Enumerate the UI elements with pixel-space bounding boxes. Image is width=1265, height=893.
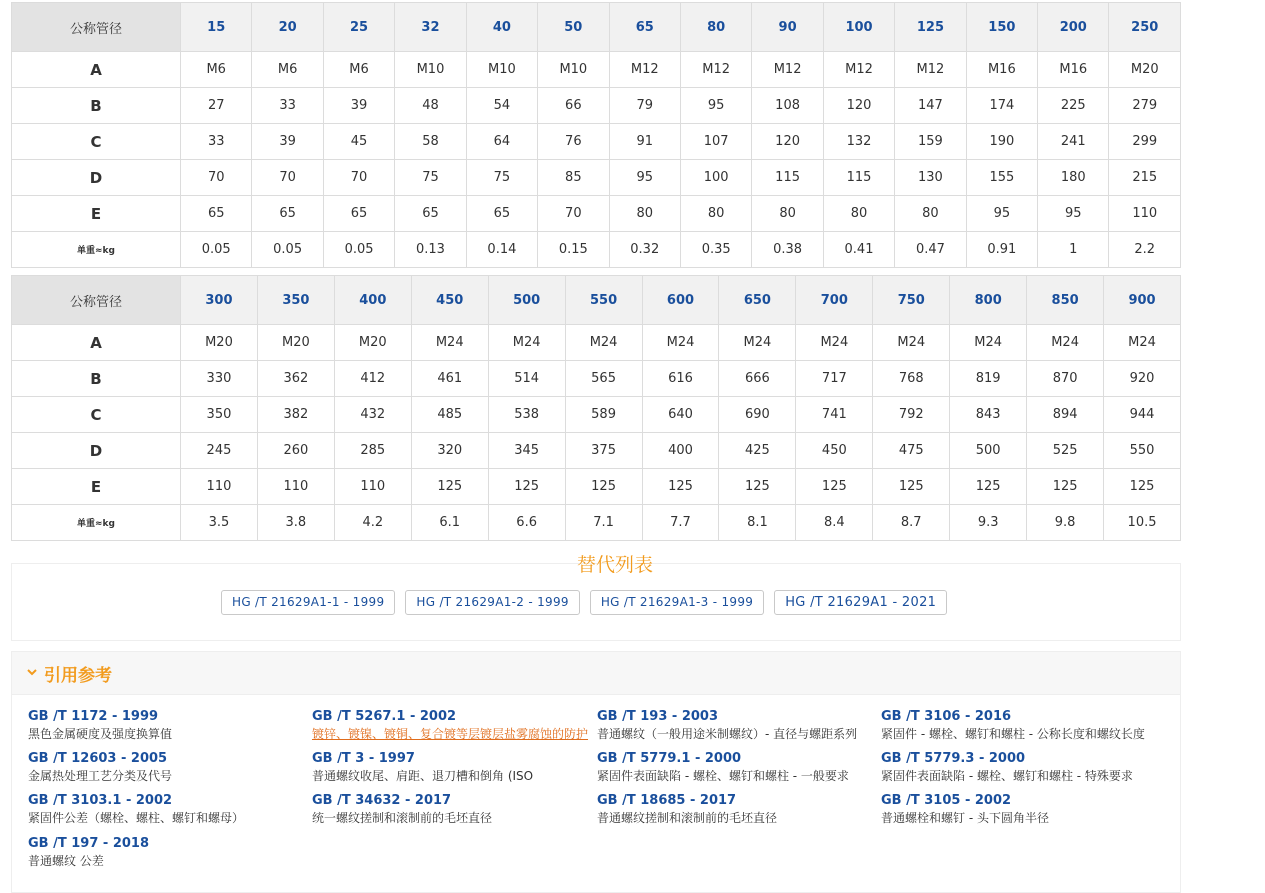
table-cell: 768 (873, 361, 950, 397)
size-header: 700 (796, 276, 873, 325)
table-cell: M12 (823, 52, 894, 88)
table-cell: 8.4 (796, 505, 873, 541)
size-header: 90 (752, 3, 823, 52)
table-cell: 538 (488, 397, 565, 433)
table-cell: 80 (680, 196, 751, 232)
table-cell: 125 (565, 469, 642, 505)
row-label: A (12, 52, 181, 88)
table-cell: 475 (873, 433, 950, 469)
size-header: 65 (609, 3, 680, 52)
reference-code[interactable]: GB /T 18685 - 2017 (597, 793, 737, 808)
table-cell: 39 (323, 88, 394, 124)
table-cell: 425 (719, 433, 796, 469)
table-cell: 70 (538, 196, 609, 232)
chevron-down-icon[interactable] (26, 663, 38, 681)
table-cell: 3.5 (181, 505, 258, 541)
table-cell: 382 (257, 397, 334, 433)
nominal-size-label: 公称管径 (12, 276, 181, 325)
table-cell: 107 (680, 124, 751, 160)
size-header: 450 (411, 276, 488, 325)
table-cell: 6.6 (488, 505, 565, 541)
table-cell: 0.32 (609, 232, 680, 268)
table-cell: 3.8 (257, 505, 334, 541)
size-header: 100 (823, 3, 894, 52)
table-cell: 0.13 (395, 232, 466, 268)
table-row (12, 469, 1181, 505)
table-cell: 550 (1104, 433, 1181, 469)
table-cell: 80 (895, 196, 966, 232)
table-cell: 95 (609, 160, 680, 196)
table-cell: 66 (538, 88, 609, 124)
row-label: B (12, 361, 181, 397)
table-cell: 54 (466, 88, 537, 124)
size-header: 650 (719, 276, 796, 325)
table-cell: 70 (323, 160, 394, 196)
table-cell: 132 (823, 124, 894, 160)
table-cell: 412 (334, 361, 411, 397)
table-cell: M10 (466, 52, 537, 88)
row-label: 单重≈kg (12, 505, 181, 541)
size-header: 15 (181, 3, 252, 52)
table-cell: 95 (966, 196, 1037, 232)
table-cell: 8.7 (873, 505, 950, 541)
reference-code[interactable]: GB /T 3 - 1997 (312, 751, 415, 766)
reference-code[interactable]: GB /T 193 - 2003 (597, 709, 719, 724)
table-cell: M6 (181, 52, 252, 88)
table-cell: 10.5 (1104, 505, 1181, 541)
table-cell: 125 (1104, 469, 1181, 505)
table-cell: 174 (966, 88, 1037, 124)
table-cell: M16 (966, 52, 1037, 88)
table-cell: 110 (181, 469, 258, 505)
table-cell: 690 (719, 397, 796, 433)
table-cell: 7.7 (642, 505, 719, 541)
table-cell: 741 (796, 397, 873, 433)
table-cell: 245 (181, 433, 258, 469)
size-header: 400 (334, 276, 411, 325)
reference-desc: 普通螺纹 公差 (28, 854, 104, 868)
reference-code[interactable]: GB /T 5779.3 - 2000 (881, 751, 1026, 766)
reference-item[interactable] (312, 750, 597, 785)
table-cell: 125 (950, 469, 1027, 505)
table-cell: 400 (642, 433, 719, 469)
table-cell: 666 (719, 361, 796, 397)
table-cell: 110 (257, 469, 334, 505)
table-cell: 125 (719, 469, 796, 505)
reference-desc: 普通螺纹（一般用途米制螺纹）- 直径与螺距系列 (597, 727, 858, 741)
table-cell: 64 (466, 124, 537, 160)
table-cell: 48 (395, 88, 466, 124)
table-cell: 0.41 (823, 232, 894, 268)
reference-item[interactable] (312, 708, 597, 743)
reference-item[interactable] (881, 750, 1166, 785)
table-cell: 843 (950, 397, 1027, 433)
table-cell: 130 (895, 160, 966, 196)
table-cell: 500 (950, 433, 1027, 469)
reference-desc: 普通螺纹搓制和滚制前的毛坯直径 (597, 811, 778, 825)
table-cell: M24 (719, 325, 796, 361)
table-cell: 108 (752, 88, 823, 124)
table-cell: 65 (395, 196, 466, 232)
reference-desc: 紧固件 - 螺栓、螺钉和螺柱 - 公称长度和螺纹长度 (881, 727, 1145, 741)
reference-code[interactable]: GB /T 3103.1 - 2002 (28, 793, 173, 808)
row-label: B (12, 88, 181, 124)
table-cell: 894 (1027, 397, 1104, 433)
reference-desc: 普通螺栓和螺钉 - 头下圆角半径 (881, 811, 1049, 825)
table-cell: 125 (796, 469, 873, 505)
table-row (12, 325, 1181, 361)
table-cell: 0.91 (966, 232, 1037, 268)
reference-code[interactable]: GB /T 5267.1 - 2002 (312, 709, 457, 724)
table-cell: 8.1 (719, 505, 796, 541)
alternative-standard-link[interactable]: HG /T 21629A1-3 - 1999 (590, 590, 764, 615)
table-cell: 9.8 (1027, 505, 1104, 541)
table-cell: 241 (1038, 124, 1109, 160)
alternative-standard-link[interactable]: HG /T 21629A1 - 2021 (774, 590, 947, 615)
size-header: 32 (395, 3, 466, 52)
table-cell: 0.05 (252, 232, 323, 268)
table-cell: 65 (466, 196, 537, 232)
table-cell: 75 (466, 160, 537, 196)
table-cell: 525 (1027, 433, 1104, 469)
table-cell: M16 (1038, 52, 1109, 88)
table-cell: M24 (1027, 325, 1104, 361)
table-row (12, 232, 1181, 268)
table-cell: 155 (966, 160, 1037, 196)
table-cell: 0.15 (538, 232, 609, 268)
row-label: C (12, 124, 181, 160)
table-cell: 350 (181, 397, 258, 433)
table-cell: M6 (323, 52, 394, 88)
reference-code[interactable]: GB /T 197 - 2018 (28, 836, 150, 851)
table-cell: 110 (1109, 196, 1181, 232)
table-cell: 115 (752, 160, 823, 196)
table-cell: 125 (488, 469, 565, 505)
table-cell: 125 (411, 469, 488, 505)
table-cell: 330 (181, 361, 258, 397)
table-cell: 0.05 (323, 232, 394, 268)
table-cell: 215 (1109, 160, 1181, 196)
reference-item[interactable] (28, 708, 313, 743)
references-panel (11, 651, 1181, 893)
table-cell: M12 (895, 52, 966, 88)
table-row (12, 160, 1181, 196)
reference-item[interactable] (597, 750, 882, 785)
size-header: 350 (257, 276, 334, 325)
table-cell: 39 (252, 124, 323, 160)
table-cell: 120 (752, 124, 823, 160)
table-cell: 95 (1038, 196, 1109, 232)
table-cell: M6 (252, 52, 323, 88)
table-cell: 65 (323, 196, 394, 232)
table-cell: M24 (565, 325, 642, 361)
table-cell: 190 (966, 124, 1037, 160)
table-cell: 65 (252, 196, 323, 232)
table-cell: 95 (680, 88, 751, 124)
table-cell: M20 (181, 325, 258, 361)
size-header: 20 (252, 3, 323, 52)
table-cell: 225 (1038, 88, 1109, 124)
table-cell: 299 (1109, 124, 1181, 160)
table-cell: 485 (411, 397, 488, 433)
reference-code[interactable]: GB /T 34632 - 2017 (312, 793, 452, 808)
size-header-row (12, 3, 1181, 52)
table-cell: M20 (334, 325, 411, 361)
references-title: 引用参考 (44, 665, 112, 686)
table-cell: 91 (609, 124, 680, 160)
table-cell: 110 (334, 469, 411, 505)
table-cell: 279 (1109, 88, 1181, 124)
table-cell: 432 (334, 397, 411, 433)
table-cell: 640 (642, 397, 719, 433)
table-cell: 58 (395, 124, 466, 160)
table-cell: M10 (538, 52, 609, 88)
table-cell: 85 (538, 160, 609, 196)
table-cell: 80 (752, 196, 823, 232)
table-row (12, 88, 1181, 124)
table-cell: M24 (642, 325, 719, 361)
table-cell: 115 (823, 160, 894, 196)
table-cell: 120 (823, 88, 894, 124)
row-label: A (12, 325, 181, 361)
table-cell: 125 (1027, 469, 1104, 505)
alternative-standard-link[interactable]: HG /T 21629A1-1 - 1999 (221, 590, 395, 615)
table-cell: M24 (873, 325, 950, 361)
reference-desc: 黑色金属硬度及强度换算值 (28, 727, 173, 741)
table-cell: 285 (334, 433, 411, 469)
table-row (12, 433, 1181, 469)
size-header: 150 (966, 3, 1037, 52)
table-cell: 461 (411, 361, 488, 397)
table-cell: 70 (181, 160, 252, 196)
reference-item[interactable] (28, 750, 313, 785)
table-cell: 944 (1104, 397, 1181, 433)
table-cell: 589 (565, 397, 642, 433)
table-cell: M24 (411, 325, 488, 361)
reference-item[interactable] (597, 708, 882, 743)
table-cell: M12 (609, 52, 680, 88)
table-cell: 0.35 (680, 232, 751, 268)
table-cell: 6.1 (411, 505, 488, 541)
size-header: 40 (466, 3, 537, 52)
table-cell: 345 (488, 433, 565, 469)
table-cell: 125 (642, 469, 719, 505)
table-row (12, 397, 1181, 433)
reference-item[interactable] (881, 708, 1166, 743)
table-cell: 260 (257, 433, 334, 469)
reference-item[interactable] (28, 835, 313, 870)
size-header: 250 (1109, 3, 1181, 52)
table-cell: 616 (642, 361, 719, 397)
table-cell: 7.1 (565, 505, 642, 541)
table-cell: M24 (950, 325, 1027, 361)
table-cell: 125 (873, 469, 950, 505)
reference-desc: 金属热处理工艺分类及代号 (28, 769, 173, 783)
reference-desc: 紧固件公差（螺栓、螺柱、螺钉和螺母） (28, 811, 245, 825)
nominal-size-label: 公称管径 (12, 3, 181, 52)
references-header[interactable] (12, 652, 1180, 695)
reference-desc: 普通螺纹收尾、肩距、退刀槽和倒角 (ISO (312, 769, 534, 783)
row-label: D (12, 433, 181, 469)
size-header: 550 (565, 276, 642, 325)
table-row (12, 361, 1181, 397)
table-cell: 80 (609, 196, 680, 232)
table-cell: 0.05 (181, 232, 252, 268)
reference-item[interactable] (881, 792, 1166, 827)
size-header: 750 (873, 276, 950, 325)
table-cell: 70 (252, 160, 323, 196)
table-cell: 792 (873, 397, 950, 433)
table-cell: M10 (395, 52, 466, 88)
table-cell: M20 (257, 325, 334, 361)
table-cell: 4.2 (334, 505, 411, 541)
size-header: 25 (323, 3, 394, 52)
dimension-table-2 (11, 275, 1181, 541)
row-label: C (12, 397, 181, 433)
row-label: 单重≈kg (12, 232, 181, 268)
table-cell: 33 (181, 124, 252, 160)
table-cell: 1 (1038, 232, 1109, 268)
table-cell: 0.14 (466, 232, 537, 268)
table-cell: M20 (1109, 52, 1181, 88)
size-header: 800 (950, 276, 1027, 325)
reference-item[interactable] (28, 792, 313, 827)
table-cell: 79 (609, 88, 680, 124)
size-header: 50 (538, 3, 609, 52)
table-cell: 100 (680, 160, 751, 196)
size-header: 850 (1027, 276, 1104, 325)
size-header: 125 (895, 3, 966, 52)
reference-code[interactable]: GB /T 12603 - 2005 (28, 751, 168, 766)
table-cell: M12 (752, 52, 823, 88)
reference-code[interactable]: GB /T 3106 - 2016 (881, 709, 1012, 724)
table-cell: M24 (796, 325, 873, 361)
row-label: E (12, 196, 181, 232)
table-cell: 514 (488, 361, 565, 397)
table-row (12, 52, 1181, 88)
reference-desc: 紧固件表面缺陷 - 螺栓、螺钉和螺柱 - 一般要求 (597, 769, 849, 783)
size-header: 300 (181, 276, 258, 325)
table-cell: 920 (1104, 361, 1181, 397)
table-cell: 159 (895, 124, 966, 160)
row-label: D (12, 160, 181, 196)
reference-item[interactable] (312, 792, 597, 827)
table-cell: 565 (565, 361, 642, 397)
table-cell: 76 (538, 124, 609, 160)
table-cell: M24 (488, 325, 565, 361)
alternatives-title: 替代列表 (576, 554, 653, 576)
table-cell: 65 (181, 196, 252, 232)
reference-code[interactable]: GB /T 3105 - 2002 (881, 793, 1012, 808)
row-label: E (12, 469, 181, 505)
reference-code[interactable]: GB /T 1172 - 1999 (28, 709, 159, 724)
size-header: 900 (1104, 276, 1181, 325)
table-cell: 450 (796, 433, 873, 469)
reference-desc[interactable]: 镀锌、镀镍、镀铜、复合镀等层镀层盐雾腐蚀的防护 (312, 727, 589, 741)
alternatives-list (221, 590, 947, 615)
reference-desc: 统一螺纹搓制和滚制前的毛坯直径 (312, 811, 493, 825)
table-cell: 147 (895, 88, 966, 124)
size-header-row (12, 276, 1181, 325)
table-cell: 320 (411, 433, 488, 469)
table-cell: 180 (1038, 160, 1109, 196)
table-cell: 0.47 (895, 232, 966, 268)
table-cell: 33 (252, 88, 323, 124)
dimension-table-1 (11, 2, 1181, 268)
table-cell: 819 (950, 361, 1027, 397)
table-cell: 75 (395, 160, 466, 196)
table-cell: 27 (181, 88, 252, 124)
table-cell: 45 (323, 124, 394, 160)
table-row (12, 124, 1181, 160)
table-cell: M12 (680, 52, 751, 88)
size-header: 200 (1038, 3, 1109, 52)
size-header: 80 (680, 3, 751, 52)
table-row (12, 196, 1181, 232)
reference-code[interactable]: GB /T 5779.1 - 2000 (597, 751, 742, 766)
table-cell: 717 (796, 361, 873, 397)
table-cell: M24 (1104, 325, 1181, 361)
table-row (12, 505, 1181, 541)
table-cell: 870 (1027, 361, 1104, 397)
size-header: 500 (488, 276, 565, 325)
reference-desc: 紧固件表面缺陷 - 螺栓、螺钉和螺柱 - 特殊要求 (881, 769, 1133, 783)
table-cell: 2.2 (1109, 232, 1181, 268)
table-cell: 362 (257, 361, 334, 397)
table-cell: 375 (565, 433, 642, 469)
size-header: 600 (642, 276, 719, 325)
table-cell: 80 (823, 196, 894, 232)
table-cell: 9.3 (950, 505, 1027, 541)
alternative-standard-link[interactable]: HG /T 21629A1-2 - 1999 (405, 590, 579, 615)
reference-item[interactable] (597, 792, 882, 827)
table-cell: 0.38 (752, 232, 823, 268)
